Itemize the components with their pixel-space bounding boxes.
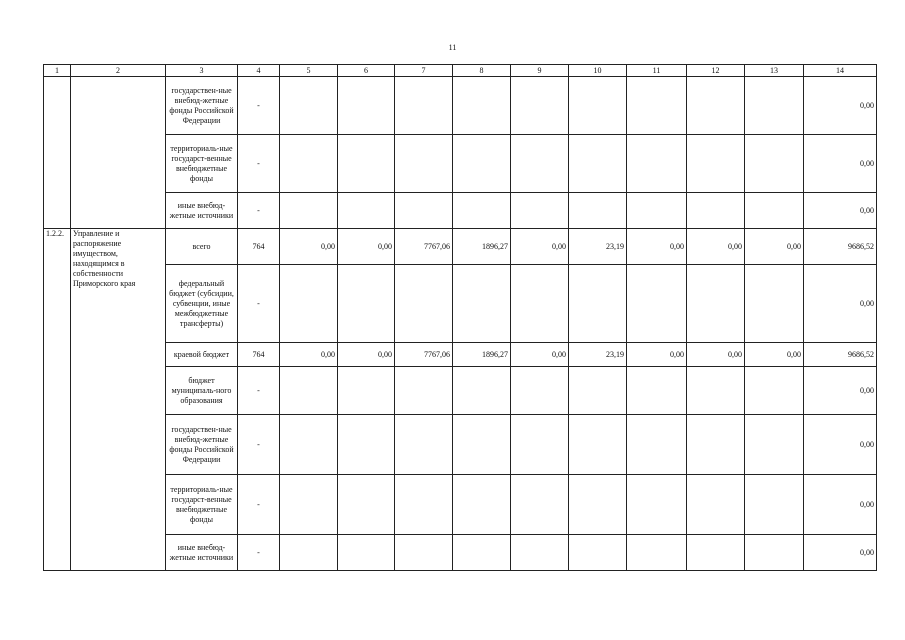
value-cell: 7767,06 xyxy=(395,229,453,265)
column-header: 13 xyxy=(745,65,804,77)
value-cell xyxy=(280,415,338,475)
value-cell xyxy=(338,193,395,229)
value-cell xyxy=(395,367,453,415)
value-cell xyxy=(453,193,511,229)
value-cell xyxy=(280,193,338,229)
total-cell: 0,00 xyxy=(804,265,877,343)
value-cell xyxy=(511,535,569,571)
value-cell xyxy=(687,475,745,535)
value-cell: 0,00 xyxy=(745,229,804,265)
value-cell xyxy=(745,135,804,193)
table-row xyxy=(44,135,877,193)
value-cell xyxy=(687,193,745,229)
funding-source: иные внебюд-жетные источники xyxy=(166,193,238,229)
value-cell xyxy=(280,265,338,343)
column-header: 7 xyxy=(395,65,453,77)
total-cell: 0,00 xyxy=(804,193,877,229)
value-cell: 0,00 xyxy=(627,343,687,367)
value-cell xyxy=(745,367,804,415)
total-cell: 9686,52 xyxy=(804,343,877,367)
value-cell xyxy=(511,265,569,343)
column-header: 14 xyxy=(804,65,877,77)
value-cell xyxy=(338,77,395,135)
value-cell xyxy=(338,415,395,475)
value-cell xyxy=(395,475,453,535)
value-cell: 0,00 xyxy=(627,229,687,265)
value-cell xyxy=(569,77,627,135)
value-cell xyxy=(395,193,453,229)
value-cell xyxy=(687,535,745,571)
value-cell xyxy=(395,135,453,193)
value-cell xyxy=(687,77,745,135)
value-cell xyxy=(280,475,338,535)
value-cell xyxy=(745,77,804,135)
table-row xyxy=(44,265,877,343)
table-row xyxy=(44,229,877,265)
column-header: 12 xyxy=(687,65,745,77)
value-cell: 0,00 xyxy=(687,229,745,265)
value-cell: 23,19 xyxy=(569,343,627,367)
value-cell xyxy=(745,475,804,535)
table-row xyxy=(44,535,877,571)
budget-table xyxy=(43,64,877,571)
cell-empty xyxy=(71,77,166,229)
value-cell xyxy=(453,475,511,535)
table-row xyxy=(44,367,877,415)
table-row xyxy=(44,77,877,135)
value-cell xyxy=(511,77,569,135)
value-cell xyxy=(280,367,338,415)
value-cell: 7767,06 xyxy=(395,343,453,367)
value-cell xyxy=(569,475,627,535)
column-header: 3 xyxy=(166,65,238,77)
value-cell xyxy=(569,135,627,193)
value-cell xyxy=(511,475,569,535)
value-cell: 0,00 xyxy=(745,343,804,367)
value-cell xyxy=(569,535,627,571)
value-cell xyxy=(511,367,569,415)
value-cell xyxy=(280,535,338,571)
section-number: 1.2.2. xyxy=(44,229,71,571)
value-cell xyxy=(745,265,804,343)
code-cell: - xyxy=(238,475,280,535)
value-cell: 0,00 xyxy=(280,229,338,265)
column-header: 1 xyxy=(44,65,71,77)
value-cell xyxy=(687,367,745,415)
column-header: 5 xyxy=(280,65,338,77)
value-cell xyxy=(453,367,511,415)
total-cell: 0,00 xyxy=(804,475,877,535)
value-cell xyxy=(511,415,569,475)
column-header: 4 xyxy=(238,65,280,77)
value-cell: 0,00 xyxy=(511,343,569,367)
column-header: 10 xyxy=(569,65,627,77)
value-cell xyxy=(627,415,687,475)
funding-source: краевой бюджет xyxy=(166,343,238,367)
value-cell xyxy=(627,135,687,193)
value-cell xyxy=(395,265,453,343)
funding-source: всего xyxy=(166,229,238,265)
code-cell: 764 xyxy=(238,229,280,265)
total-cell: 0,00 xyxy=(804,415,877,475)
section-title: Управление и распоряжение имуществом, находящимся в собственности Приморского края xyxy=(71,229,166,571)
value-cell xyxy=(280,77,338,135)
code-cell: - xyxy=(238,535,280,571)
value-cell: 0,00 xyxy=(511,229,569,265)
value-cell xyxy=(338,135,395,193)
value-cell xyxy=(627,367,687,415)
value-cell xyxy=(280,135,338,193)
value-cell xyxy=(687,265,745,343)
header-row xyxy=(44,65,877,77)
value-cell xyxy=(627,535,687,571)
funding-source: бюджет муниципаль-ного образования xyxy=(166,367,238,415)
value-cell xyxy=(745,193,804,229)
page-number: 11 xyxy=(448,43,457,52)
total-cell: 0,00 xyxy=(804,535,877,571)
funding-source: федеральный бюджет (субсидии, субвенции, иные межбюджетные трансферты) xyxy=(166,265,238,343)
funding-source: иные внебюд-жетные источники xyxy=(166,535,238,571)
value-cell: 23,19 xyxy=(569,229,627,265)
table-row xyxy=(44,343,877,367)
funding-source: территориаль-ные государст-венные внебюджетные фонды xyxy=(166,135,238,193)
value-cell: 1896,27 xyxy=(453,343,511,367)
funding-source: государствен-ные внебюд-жетные фонды Российской Федерации xyxy=(166,77,238,135)
value-cell xyxy=(453,415,511,475)
cell-empty xyxy=(44,77,71,229)
code-cell: - xyxy=(238,265,280,343)
column-header: 9 xyxy=(511,65,569,77)
value-cell xyxy=(395,415,453,475)
code-cell: - xyxy=(238,193,280,229)
column-header: 6 xyxy=(338,65,395,77)
value-cell xyxy=(395,77,453,135)
value-cell xyxy=(511,135,569,193)
code-cell: - xyxy=(238,415,280,475)
code-cell: - xyxy=(238,367,280,415)
value-cell: 1896,27 xyxy=(453,229,511,265)
funding-source: государствен-ные внебюд-жетные фонды Российской Федерации xyxy=(166,415,238,475)
value-cell xyxy=(453,265,511,343)
table-row xyxy=(44,415,877,475)
value-cell xyxy=(627,77,687,135)
table-row xyxy=(44,193,877,229)
value-cell: 0,00 xyxy=(687,343,745,367)
value-cell: 0,00 xyxy=(338,229,395,265)
total-cell: 0,00 xyxy=(804,135,877,193)
value-cell xyxy=(569,415,627,475)
value-cell xyxy=(627,475,687,535)
value-cell xyxy=(687,135,745,193)
column-header: 2 xyxy=(71,65,166,77)
value-cell xyxy=(569,367,627,415)
value-cell xyxy=(569,265,627,343)
table-row xyxy=(44,475,877,535)
value-cell: 0,00 xyxy=(280,343,338,367)
total-cell: 0,00 xyxy=(804,77,877,135)
value-cell xyxy=(338,475,395,535)
value-cell xyxy=(338,535,395,571)
code-cell: 764 xyxy=(238,343,280,367)
column-header: 11 xyxy=(627,65,687,77)
value-cell: 0,00 xyxy=(338,343,395,367)
value-cell xyxy=(687,415,745,475)
value-cell xyxy=(453,135,511,193)
total-cell: 0,00 xyxy=(804,367,877,415)
code-cell: - xyxy=(238,135,280,193)
column-header: 8 xyxy=(453,65,511,77)
value-cell xyxy=(627,265,687,343)
funding-source: территориаль-ные государст-венные внебюджетные фонды xyxy=(166,475,238,535)
value-cell xyxy=(627,193,687,229)
value-cell xyxy=(338,367,395,415)
value-cell xyxy=(511,193,569,229)
value-cell xyxy=(453,535,511,571)
value-cell xyxy=(395,535,453,571)
value-cell xyxy=(745,415,804,475)
code-cell: - xyxy=(238,77,280,135)
value-cell xyxy=(569,193,627,229)
total-cell: 9686,52 xyxy=(804,229,877,265)
value-cell xyxy=(745,535,804,571)
value-cell xyxy=(338,265,395,343)
value-cell xyxy=(453,77,511,135)
